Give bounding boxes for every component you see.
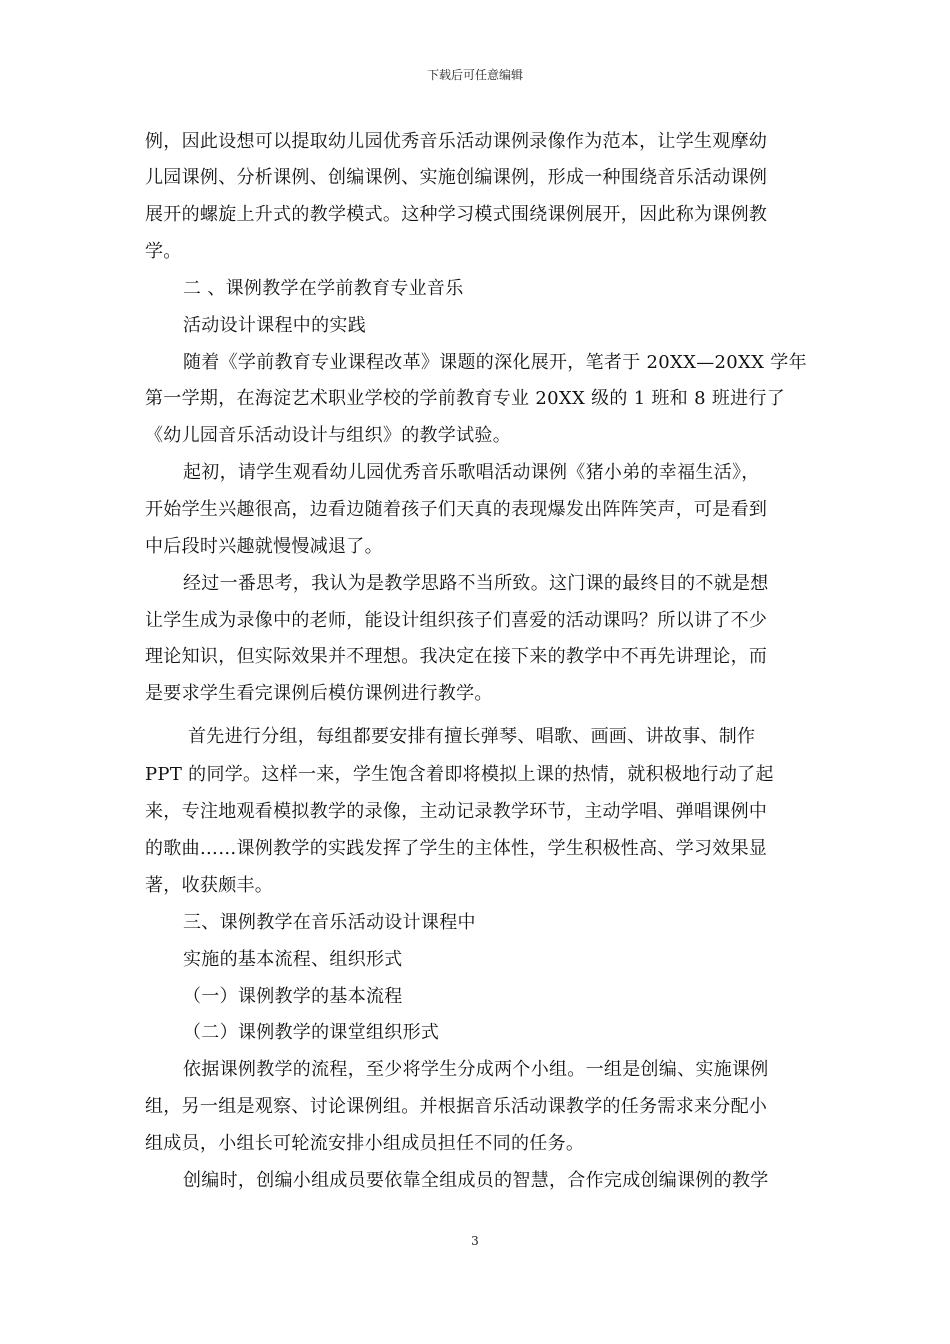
text-line: 的歌曲……课例教学的实践发挥了学生的主体性，学生积极性高、学习效果显 (145, 838, 768, 859)
section-heading: 实施的基本流程、组织形式 (183, 949, 403, 970)
text-line: 儿园课例、分析课例、创编课例、实施创编课例，形成一种围绕音乐活动课例 (145, 167, 768, 188)
text-line: 学。 (145, 241, 182, 262)
text-line: 随着《学前教育专业课程改革》课题的深化展开，笔者于 20XX—20XX 学年 (183, 352, 807, 373)
section-heading: 二 、课例教学在学前教育专业音乐 (183, 278, 464, 299)
text-line: 例，因此设想可以提取幼儿园优秀音乐活动课例录像作为范本，让学生观摩幼 (145, 131, 768, 152)
text-line: 起初，请学生观看幼儿园优秀音乐歌唱活动课例《猪小弟的幸福生活》， (183, 462, 760, 483)
text-line: 第一学期，在海淀艺术职业学校的学前教育专业 20XX 级的 1 班和 8 班进行了 (145, 388, 786, 409)
text-line: 创编时，创编小组成员要依靠全组成员的智慧，合作完成创编课例的教学 (183, 1170, 769, 1191)
text-line: 来，专注地观看模拟教学的录像，主动记录教学环节，主动学唱、弹唱课例中 (145, 801, 768, 822)
text-line: 组，另一组是观察、讨论课例组。并根据音乐活动课教学的任务需求来分配小 (145, 1096, 768, 1117)
section-heading: 三、课例教学在音乐活动设计课程中 (183, 912, 476, 933)
text-line: 《幼儿园音乐活动设计与组织》的教学试验。 (145, 425, 511, 446)
page-header: 下载后可任意编辑 (426, 68, 523, 82)
subsection-heading: （一）课例教学的基本流程 (183, 986, 403, 1007)
page-number: 3 (471, 1234, 479, 1248)
text-line: 依据课例教学的流程，至少将学生分成两个小组。一组是创编、实施课例 (183, 1059, 769, 1080)
text-line: 展开的螺旋上升式的教学模式。这种学习模式围绕课例展开，因此称为课例教 (145, 204, 768, 225)
subsection-heading: （二）课例教学的课堂组织形式 (183, 1022, 440, 1043)
text-line: 首先进行分组，每组都要安排有擅长弹琴、唱歌、画画、讲故事、制作 (188, 726, 756, 747)
text-line: 中后段时兴趣就慢慢减退了。 (145, 536, 383, 557)
text-line: 是要求学生看完课例后模仿课例进行教学。 (145, 683, 493, 704)
text-line: 著，收获颇丰。 (145, 875, 274, 896)
text-line: 经过一番思考，我认为是教学思路不当所致。这门课的最终目的不就是想 (183, 573, 769, 594)
text-line: 组成员，小组长可轮流安排小组成员担任不同的任务。 (145, 1133, 585, 1154)
text-line: 开始学生兴趣很高，边看边随着孩子们天真的表现爆发出阵阵笑声，可是看到 (145, 499, 768, 520)
section-heading: 活动设计课程中的实践 (183, 315, 366, 336)
text-line: PPT 的同学。这样一来，学生饱含着即将模拟上课的热情，就积极地行动了起 (145, 764, 774, 785)
text-line: 让学生成为录像中的老师，能设计组织孩子们喜爱的活动课吗？所以讲了不少 (145, 610, 768, 631)
text-line: 理论知识，但实际效果并不理想。我决定在接下来的教学中不再先讲理论，而 (145, 646, 768, 667)
